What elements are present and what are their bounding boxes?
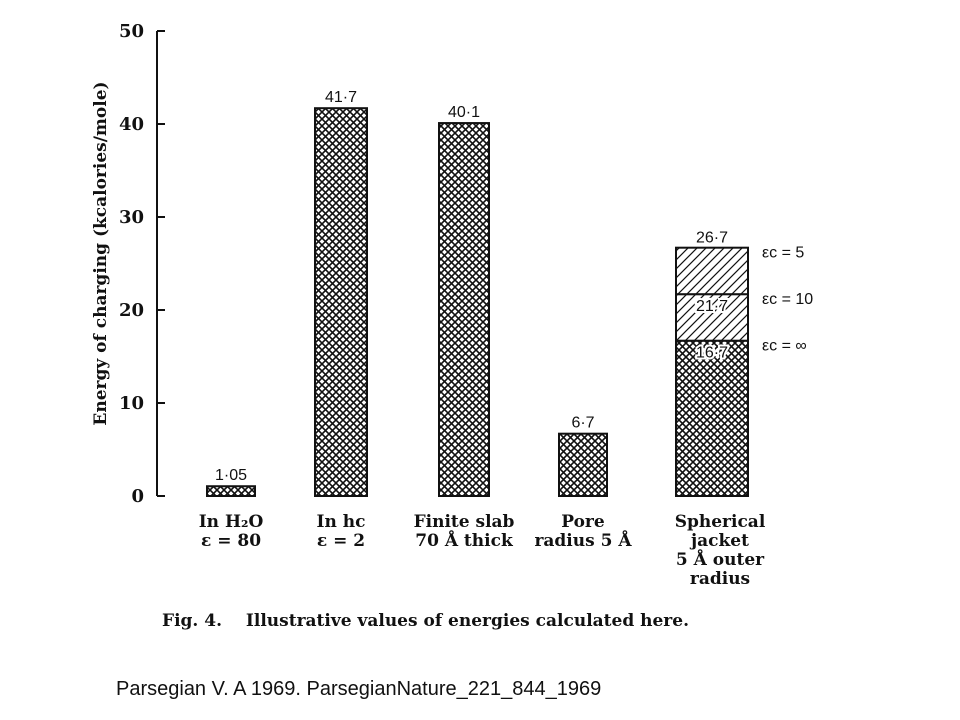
bar <box>439 123 489 496</box>
segment-value-label: 16·7 <box>695 344 729 362</box>
bar-value-label: 40·1 <box>447 104 481 122</box>
y-tick-label: 50 <box>118 21 144 42</box>
y-tick-label: 20 <box>118 300 144 321</box>
category-label: Pore <box>561 512 605 532</box>
y-tick-label: 0 <box>131 486 144 507</box>
category-label: Finite slab <box>413 512 515 532</box>
category-label: radius <box>689 569 751 589</box>
y-tick-label: 30 <box>118 207 144 228</box>
category-label: In H₂O <box>198 512 264 532</box>
category-label: jacket <box>691 531 749 551</box>
segment-value-label: 26·7 <box>695 229 729 247</box>
bar-segment <box>676 248 748 295</box>
segment-value-label: 21·7 <box>695 298 729 316</box>
epsilon-label: εc = 5 <box>762 244 805 262</box>
epsilon-label: εc = ∞ <box>762 337 807 355</box>
bar-value-label: 6·7 <box>571 414 595 432</box>
y-tick-label: 10 <box>118 393 144 414</box>
y-axis-title: Energy of charging (kcalories/mole) <box>91 81 111 426</box>
axis-layer <box>91 21 165 507</box>
y-tick-label: 40 <box>118 114 144 135</box>
category-label: radius 5 Å <box>534 531 632 551</box>
bar-value-label: 41·7 <box>324 89 358 107</box>
category-label: 70 Å thick <box>415 531 513 551</box>
category-label: ε = 80 <box>200 531 262 551</box>
category-label: In hc <box>316 512 366 532</box>
caption-text: Illustrative values of energies calculated here. <box>245 611 690 631</box>
category-label: ε = 2 <box>316 531 366 551</box>
bar-segment <box>676 341 748 496</box>
category-label: Spherical <box>674 512 766 532</box>
bar <box>207 486 255 496</box>
bar <box>315 108 367 496</box>
bar-value-label: 1·05 <box>214 467 248 485</box>
category-label: 5 Å outer <box>675 550 765 570</box>
citation: Parsegian V. A 1969. ParsegianNature_221_844_1969 <box>116 678 602 700</box>
epsilon-label: εc = 10 <box>762 291 814 309</box>
figure-caption <box>162 611 689 631</box>
caption-fig-number: Fig. 4. <box>162 611 222 631</box>
bar <box>559 434 607 496</box>
bars-layer <box>207 108 748 496</box>
